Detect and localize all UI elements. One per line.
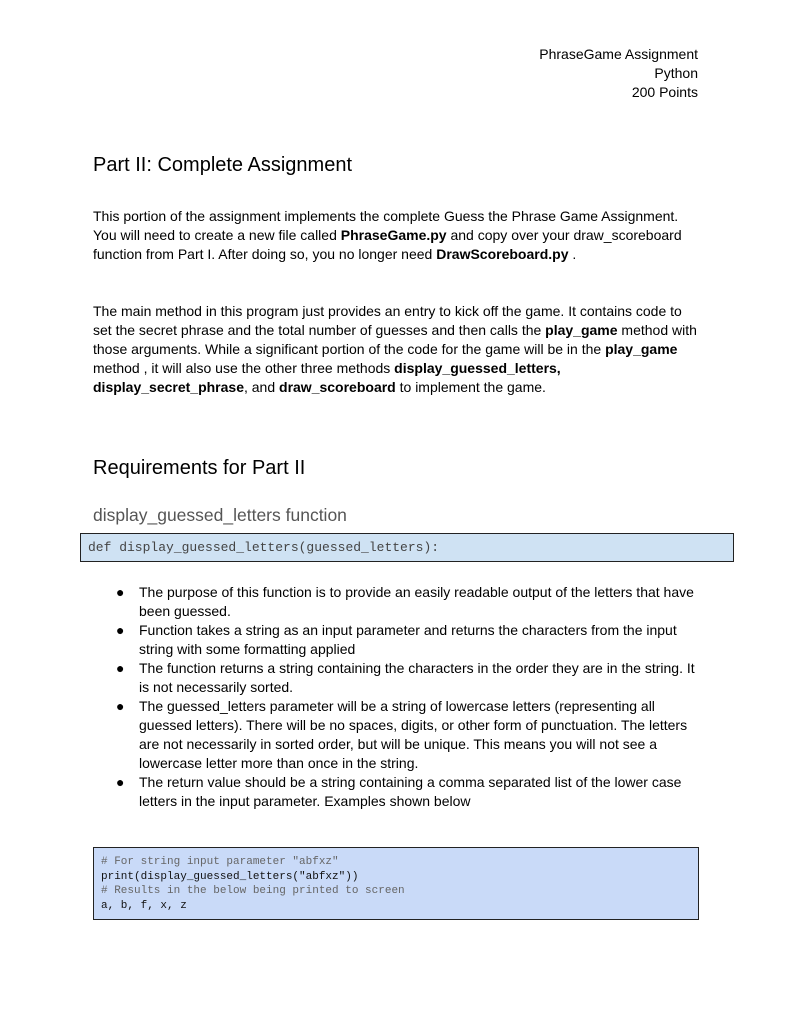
- requirements-title: Requirements for Part II: [93, 457, 306, 479]
- points-label: 200 Points: [631, 84, 698, 100]
- bullet-icon: ●: [116, 774, 125, 790]
- bullet-icon: ●: [116, 660, 125, 676]
- code-comment-line: # Results in the below being printed to screen: [101, 885, 405, 897]
- code-line: print(display_guessed_letters("abfxz")): [101, 870, 359, 883]
- list-item: [93, 697, 703, 773]
- method-name: play_game: [605, 341, 678, 357]
- text-run: to implement the game.: [395, 379, 546, 395]
- function-signature-code: def display_guessed_letters(guessed_letters):: [80, 533, 734, 562]
- list-item: [93, 659, 703, 697]
- language-label: Python: [654, 65, 698, 81]
- bullet-icon: ●: [116, 584, 125, 600]
- list-item-text: Function takes a string as an input parameter and returns the characters from the input string with some formatting applied: [139, 622, 677, 657]
- bullet-icon: ●: [116, 698, 125, 714]
- text-run: The main method in this program just provides an entry to kick off the game. It contains code to set the secret phrase and the total number of guesses and then calls the: [93, 303, 682, 338]
- list-item-text: The function returns a string containing the characters in the order they are in the string. It is not necessarily sorted.: [139, 660, 695, 695]
- part2-intro-paragraph: [93, 207, 703, 264]
- text-run: , and: [243, 379, 280, 395]
- list-item: [93, 773, 703, 811]
- assignment-name: PhraseGame Assignment: [539, 46, 698, 62]
- method-name: draw_scoreboard: [279, 379, 396, 395]
- method-name: display_guessed_letters, display_secret_phrase: [93, 360, 561, 395]
- part2-title: Part II: Complete Assignment: [93, 154, 353, 176]
- filename-phrasegame: PhraseGame.py: [340, 227, 447, 243]
- list-item: [93, 621, 703, 659]
- code-comment-line: # For string input parameter "abfxz": [101, 856, 339, 868]
- requirements-list: [93, 583, 703, 811]
- function-subtitle: display_guessed_letters function: [93, 505, 347, 525]
- main-method-paragraph: [93, 302, 703, 397]
- bullet-icon: ●: [116, 622, 125, 638]
- list-item-text: The purpose of this function is to provide an easily readable output of the letters that have been guessed.: [139, 584, 694, 619]
- text-run: method , it will also use the other three methods: [93, 360, 395, 376]
- text-run: .: [568, 246, 577, 262]
- text-run: method with those arguments. While a significant portion of the code for the game will be in the: [93, 322, 697, 357]
- list-item-text: The return value should be a string containing a comma separated list of the lower case letters in the input parameter. Examples shown below: [139, 774, 682, 809]
- method-name: play_game: [545, 322, 618, 338]
- document-header: [539, 45, 698, 102]
- list-item: [93, 583, 703, 621]
- text-run: This portion of the assignment implements the complete Guess the Phrase Game Assignment. You will need to create a new file called: [93, 208, 679, 243]
- text-run: and copy over your draw_scoreboard function from Part I. After doing so, you no longer need: [93, 227, 682, 262]
- filename-drawscoreboard: DrawScoreboard.py: [436, 246, 569, 262]
- list-item-text: The guessed_letters parameter will be a string of lowercase letters (representing all guessed letters). There will be no spaces, digits, or other form of punctuation. The letters are not necessarily in sorted order, but will be unique. This means you will not see a lowercase letter more than once in the string.: [139, 698, 688, 771]
- example-code-block: [93, 847, 699, 920]
- code-output-line: a, b, f, x, z: [101, 899, 187, 912]
